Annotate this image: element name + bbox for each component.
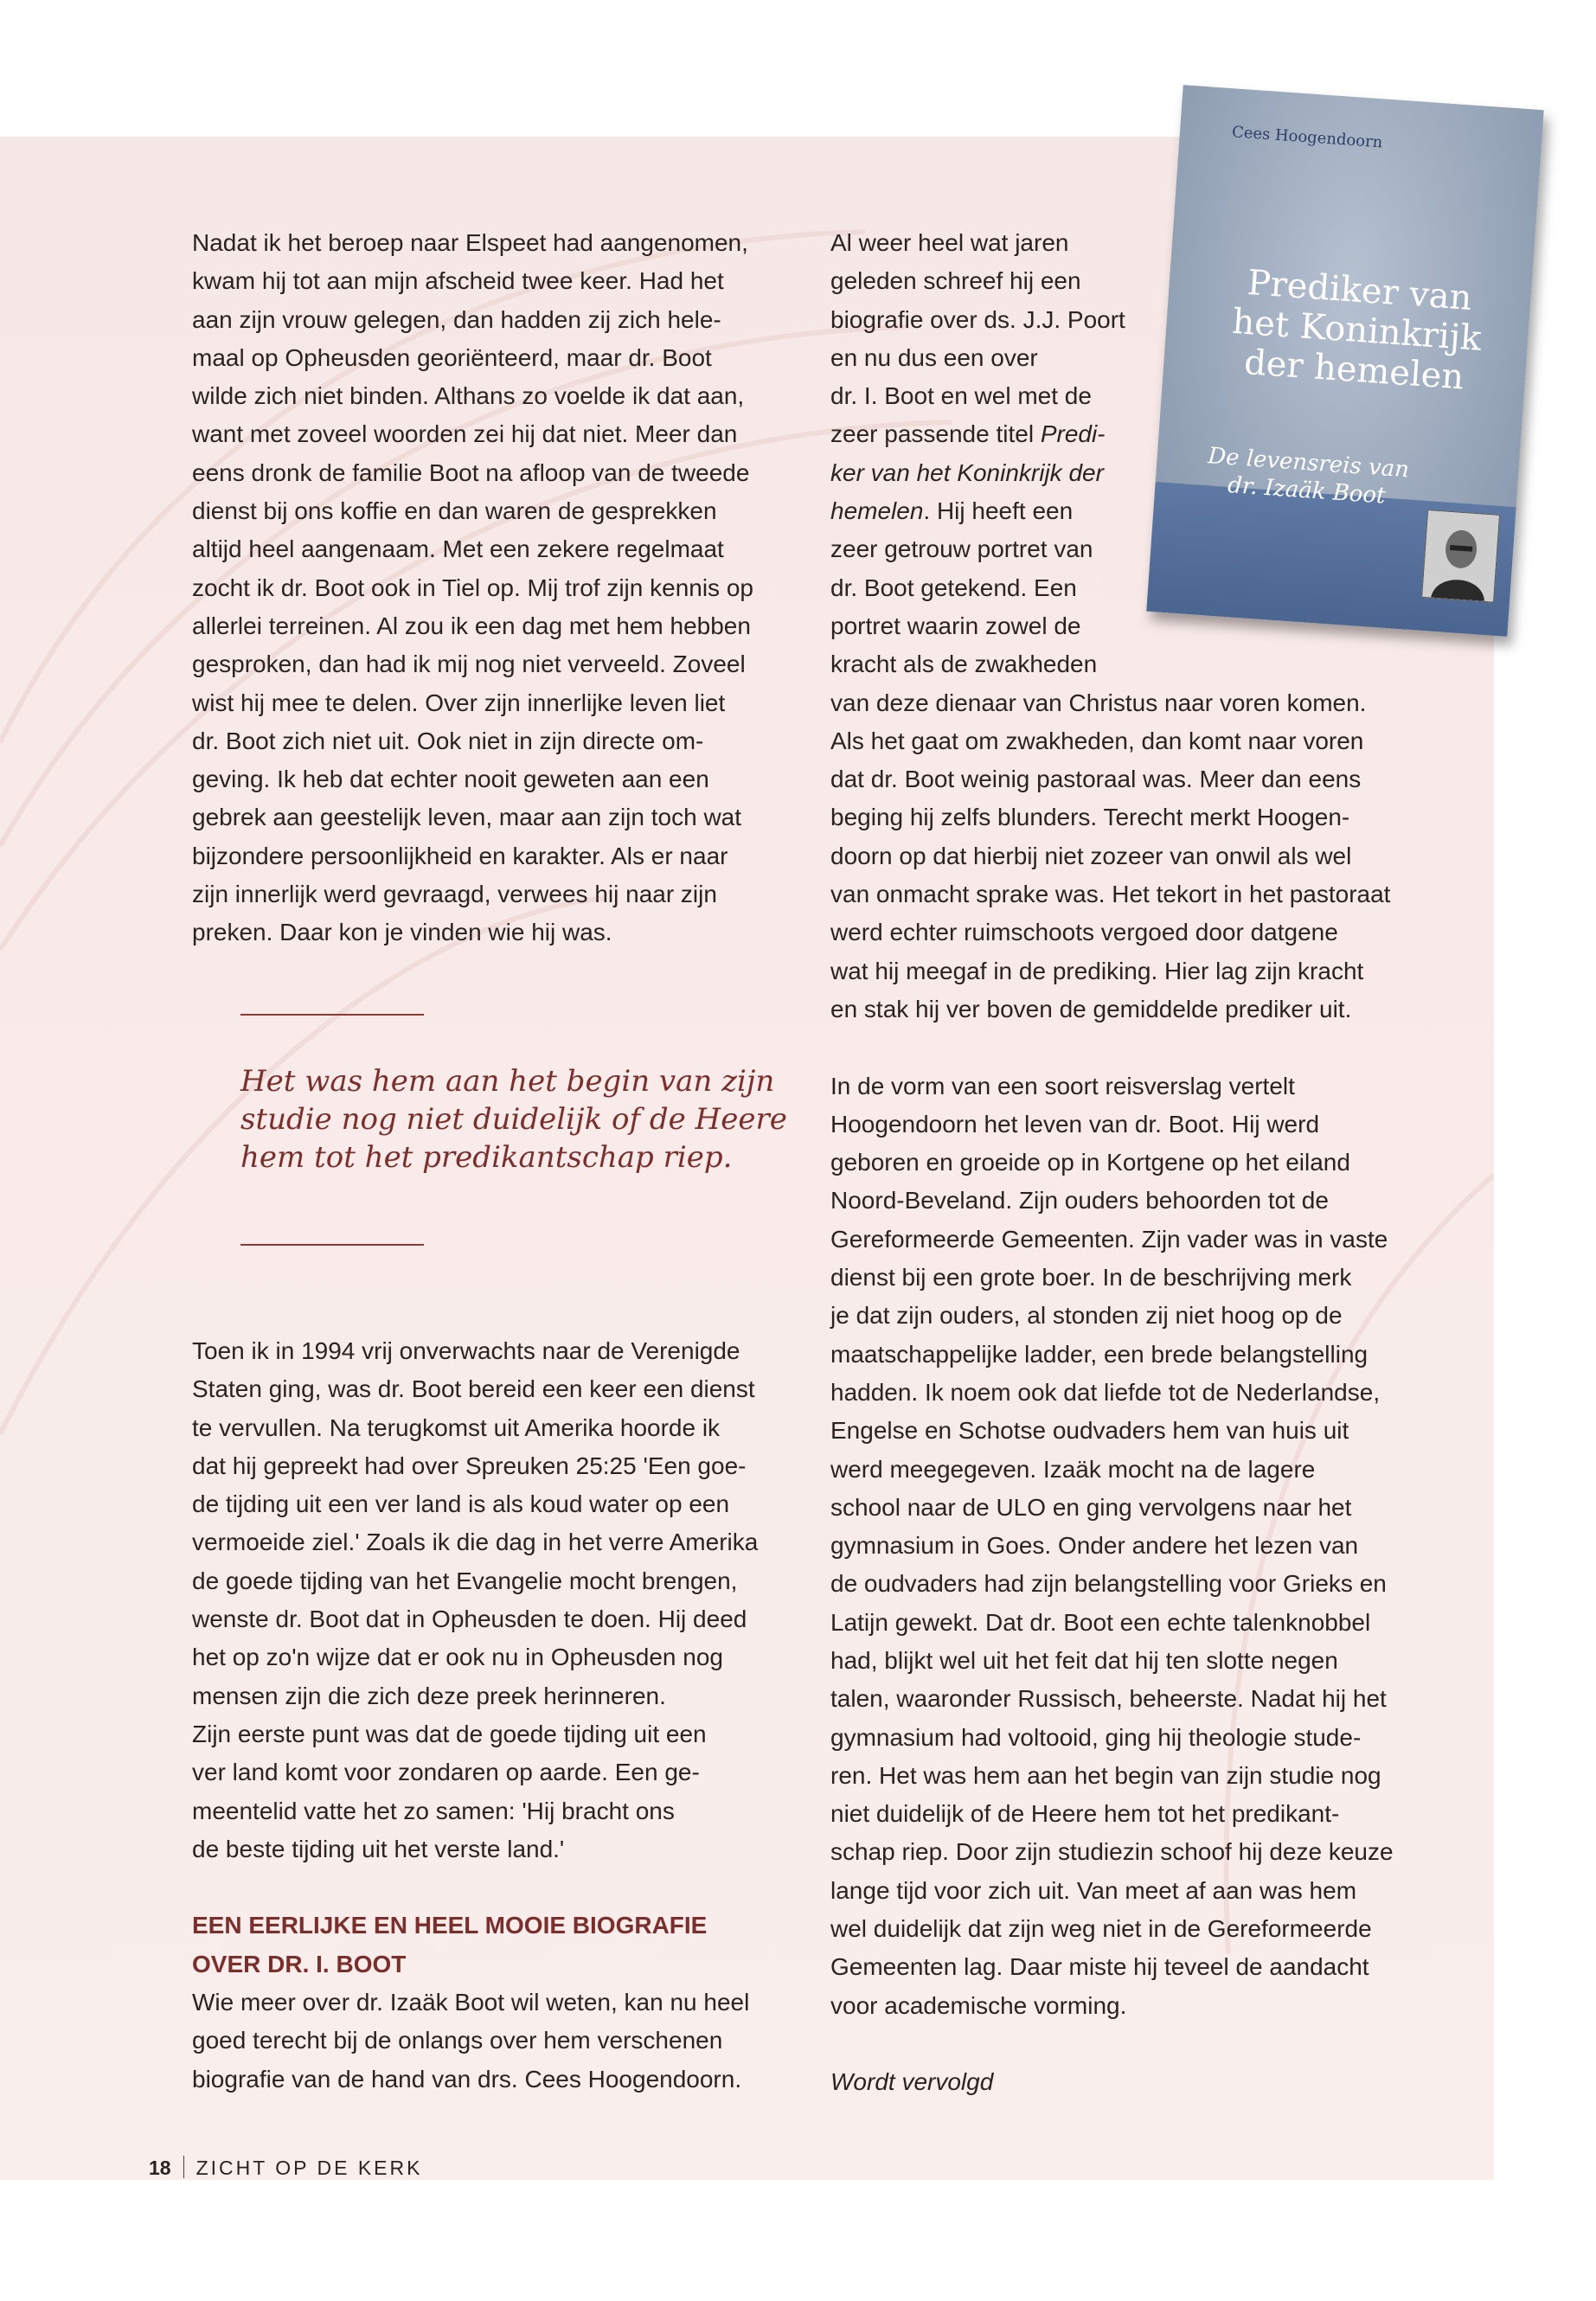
text-line: de oudvaders had zijn belangstelling voor Grieks en bbox=[830, 1570, 1387, 1598]
text-line: Nadat ik het beroep naar Elspeet had aangenomen, bbox=[192, 229, 748, 256]
book-author: Cees Hoogendoorn bbox=[1231, 123, 1384, 152]
page-footer bbox=[149, 2156, 422, 2180]
text-line: aan zijn vrouw gelegen, dan hadden zij zich hele- bbox=[192, 305, 721, 333]
text-line: zocht ik dr. Boot ook in Tiel op. Mij trof zijn kennis op bbox=[192, 574, 753, 601]
text-line bbox=[830, 645, 1453, 683]
pull-quote-top-rule bbox=[240, 1014, 424, 1016]
author-portrait-photo bbox=[1421, 510, 1500, 603]
pull-quote-line: studie nog niet duidelijk of de Heere bbox=[240, 1102, 787, 1137]
text-line: had, blijkt wel uit het feit dat hij ten slotte negen bbox=[830, 1646, 1338, 1674]
italic-title-text: Predi- bbox=[1040, 420, 1106, 448]
heading-line: EEN EERLIJKE EN HEEL MOOIE BIOGRAFIE bbox=[192, 1912, 708, 1939]
text-segment: kracht als de zwakheden bbox=[830, 651, 1098, 678]
pull-quote bbox=[240, 1062, 794, 1176]
text-line: gesproken, dan had ik mij nog niet verveeld. Zoveel bbox=[192, 651, 746, 678]
text-segment: dat dr. Boot weinig pastoraal was. Meer dan eens bbox=[830, 766, 1362, 793]
text-line: biografie van de hand van drs. Cees Hoogendoorn. bbox=[192, 2065, 742, 2093]
text-line: dat hij gepreekt had over Spreuken 25:25 'Een goe- bbox=[192, 1452, 747, 1479]
text-line: maal op Opheusden georiënteerd, maar dr. Boot bbox=[192, 343, 712, 371]
text-line: eens dronk de familie Boot na afloop van de tweede bbox=[192, 458, 750, 486]
text-line: allerlei terreinen. Al zou ik een dag met hem hebben bbox=[192, 612, 751, 639]
text-line: gymnasium had voltooid, ging hij theologie stude- bbox=[830, 1723, 1362, 1751]
text-line: Noord-Beveland. Zijn ouders behoorden tot de bbox=[830, 1187, 1329, 1215]
text-segment: geleden schreef hij een bbox=[830, 267, 1081, 295]
text-line: de goede tijding van het Evangelie mocht brengen, bbox=[192, 1567, 738, 1594]
text-line: goed terecht bij de onlangs over hem verschenen bbox=[192, 2027, 723, 2054]
text-segment: dr. Boot getekend. Een bbox=[830, 574, 1077, 601]
text-segment: Al weer heel wat jaren bbox=[830, 229, 1069, 256]
text-line: geving. Ik heb dat echter nooit geweten aan een bbox=[192, 766, 709, 793]
right-paragraph-2 bbox=[830, 1067, 1453, 2025]
text-line: preken. Daar kon je vinden wie hij was. bbox=[192, 919, 612, 946]
text-line bbox=[830, 837, 1453, 875]
text-line: werd meegegeven. Izaäk mocht na de lagere bbox=[830, 1455, 1316, 1483]
text-segment: van deze dienaar van Christus naar voren komen. bbox=[830, 689, 1367, 716]
text-segment: . Hij heeft een bbox=[923, 497, 1074, 525]
text-line bbox=[830, 913, 1453, 952]
text-segment: beging hij zelfs blunders. Terecht merkt Hoogen- bbox=[830, 804, 1350, 831]
closing-note: Wordt vervolgd bbox=[830, 2068, 994, 2096]
text-segment: biografie over ds. J.J. Poort bbox=[830, 305, 1125, 333]
text-segment: zeer getrouw portret van bbox=[830, 535, 1093, 563]
text-line: mensen zijn die zich deze preek herinneren. bbox=[192, 1682, 666, 1709]
left-column-lower bbox=[192, 1332, 798, 2099]
text-line: hadden. Ik noem ook dat liefde tot de Nederlandse, bbox=[830, 1378, 1381, 1406]
text-line: talen, waaronder Russisch, beheerste. Nadat hij het bbox=[830, 1685, 1387, 1713]
text-line: schap riep. Door zijn studiezin schoof hij deze keuze bbox=[830, 1838, 1394, 1866]
text-line: want met zoveel woorden zei hij dat niet. Meer dan bbox=[192, 420, 738, 448]
text-line: wilde zich niet binden. Althans zo voelde ik dat aan, bbox=[192, 382, 745, 410]
book-title bbox=[1197, 260, 1516, 401]
text-line: school naar de ULO en ging vervolgens naar het bbox=[830, 1493, 1352, 1521]
italic-title-text: ker van het Koninkrijk der bbox=[830, 458, 1104, 486]
text-line: Wie meer over dr. Izaäk Boot wil weten, kan nu heel bbox=[192, 1989, 750, 2016]
text-segment: zeer passende titel bbox=[830, 420, 1041, 448]
text-segment: werd echter ruimschoots vergoed door datgene bbox=[830, 919, 1338, 946]
text-line: niet duidelijk of de Heere hem tot het predikant- bbox=[830, 1800, 1340, 1828]
pull-quote-line: Het was hem aan het begin van zijn bbox=[240, 1064, 775, 1099]
text-line: lange tijd voor zich uit. Van meet af aan was hem bbox=[830, 1876, 1357, 1904]
left-paragraph-1 bbox=[192, 224, 798, 952]
book-cover-image bbox=[1146, 85, 1544, 637]
italic-title-text: hemelen bbox=[830, 497, 924, 525]
text-line: je dat zijn ouders, al stonden zij niet hoog op de bbox=[830, 1302, 1343, 1330]
text-line bbox=[830, 952, 1453, 990]
book-subtitle-line: De levensreis van bbox=[1207, 443, 1410, 484]
text-line: ren. Het was hem aan het begin van zijn studie nog bbox=[830, 1761, 1381, 1789]
text-segment: doorn op dat hierbij niet zozeer van onwil als wel bbox=[830, 842, 1352, 869]
text-line: Latijn gewekt. Dat dr. Boot een echte talenknobbel bbox=[830, 1608, 1371, 1636]
text-segment: en stak hij ver boven de gemiddelde prediker uit. bbox=[830, 995, 1352, 1022]
text-line: Engelse en Schotse oudvaders hem van huis uit bbox=[830, 1417, 1349, 1445]
text-line: In de vorm van een soort reisverslag vertelt bbox=[830, 1072, 1295, 1099]
text-segment: en nu dus een over bbox=[830, 343, 1038, 371]
text-line: voor academische vorming. bbox=[830, 1991, 1127, 2019]
text-line: dienst bij een grote boer. In de beschrijving merk bbox=[830, 1264, 1352, 1292]
text-line: Gemeenten lag. Daar miste hij teveel de aandacht bbox=[830, 1953, 1369, 1981]
text-line: te vervullen. Na terugkomst uit Amerika hoorde ik bbox=[192, 1413, 721, 1441]
text-line: Hoogendoorn het leven van dr. Boot. Hij werd bbox=[830, 1110, 1320, 1138]
text-line: altijd heel aangenaam. Met een zekere regelmaat bbox=[192, 535, 724, 563]
text-line bbox=[830, 990, 1453, 1029]
text-line: wist hij mee te delen. Over zijn innerlijke leven liet bbox=[192, 689, 726, 716]
text-line: dienst bij ons koffie en dan waren de gesprekken bbox=[192, 497, 717, 525]
text-line: gebrek aan geestelijk leven, maar aan zijn toch wat bbox=[192, 804, 742, 831]
book-title-line: Prediker van bbox=[1246, 262, 1474, 318]
footer-divider bbox=[183, 2156, 184, 2178]
pull-quote-line: hem tot het predikantschap riep. bbox=[240, 1140, 733, 1175]
text-line bbox=[830, 875, 1453, 913]
text-line: ver land komt voor zondaren op aarde. Een ge- bbox=[192, 1759, 700, 1786]
text-line: gymnasium in Goes. Onder andere het lezen van bbox=[830, 1532, 1359, 1560]
page-number: 18 bbox=[149, 2157, 171, 2179]
magazine-name: ZICHT OP DE KERK bbox=[195, 2157, 423, 2179]
book-title-line: der hemelen bbox=[1242, 342, 1465, 398]
text-segment: Als het gaat om zwakheden, dan komt naar voren bbox=[830, 727, 1364, 754]
text-line bbox=[830, 798, 1453, 836]
text-line: Toen ik in 1994 vrij onverwachts naar de Verenigde bbox=[192, 1337, 740, 1364]
text-line: de tijding uit een ver land is als koud water op een bbox=[192, 1490, 730, 1518]
text-segment: portret waarin zowel de bbox=[830, 612, 1081, 639]
text-line: Gereformeerde Gemeenten. Zijn vader was in vaste bbox=[830, 1225, 1388, 1253]
book-subtitle-line: dr. Izaäk Boot bbox=[1227, 471, 1387, 510]
text-line: Zijn eerste punt was dat de goede tijding uit een bbox=[192, 1720, 707, 1747]
text-line: de beste tijding uit het verste land.' bbox=[192, 1835, 565, 1862]
text-line: meentelid vatte het zo samen: 'Hij bracht ons bbox=[192, 1797, 675, 1824]
text-line: vermoeide ziel.' Zoals ik die dag in het verre Amerika bbox=[192, 1529, 759, 1556]
text-line: Staten ging, was dr. Boot bereid een keer een dienst bbox=[192, 1375, 755, 1403]
text-line: wenste dr. Boot dat in Opheusden te doen. Hij deed bbox=[192, 1606, 747, 1633]
text-line: het op zo'n wijze dat er ook nu in Opheusden nog bbox=[192, 1644, 723, 1671]
heading-line: OVER DR. I. BOOT bbox=[192, 1950, 407, 1977]
left-paragraph-3 bbox=[192, 1984, 798, 2099]
text-line: wel duidelijk dat zijn weg niet in de Gereformeerde bbox=[830, 1915, 1372, 1943]
text-segment: dr. I. Boot en wel met de bbox=[830, 382, 1092, 410]
text-line: dr. Boot zich niet uit. Ook niet in zijn directe om- bbox=[192, 727, 704, 754]
left-column bbox=[192, 224, 798, 952]
text-line: kwam hij tot aan mijn afscheid twee keer. Had het bbox=[192, 267, 724, 295]
text-line bbox=[830, 684, 1453, 722]
text-line: bijzondere persoonlijkheid en karakter. Als er naar bbox=[192, 842, 728, 869]
section-heading bbox=[192, 1907, 798, 1984]
left-paragraph-2 bbox=[192, 1332, 798, 1868]
book-title-line: het Koninkrijk bbox=[1231, 301, 1483, 359]
text-line bbox=[830, 760, 1453, 798]
text-line bbox=[830, 722, 1453, 760]
text-segment: van onmacht sprake was. Het tekort in het pastoraat bbox=[830, 881, 1391, 908]
pull-quote-bottom-rule bbox=[240, 1244, 424, 1246]
text-line: geboren en groeide op in Kortgene op het eiland bbox=[830, 1149, 1350, 1176]
text-line: zijn innerlijk werd gevraagd, verwees hij naar zijn bbox=[192, 881, 717, 908]
text-segment: wat hij meegaf in de prediking. Hier lag zijn kracht bbox=[830, 957, 1364, 984]
text-line: maatschappelijke ladder, een brede belangstelling bbox=[830, 1340, 1368, 1368]
